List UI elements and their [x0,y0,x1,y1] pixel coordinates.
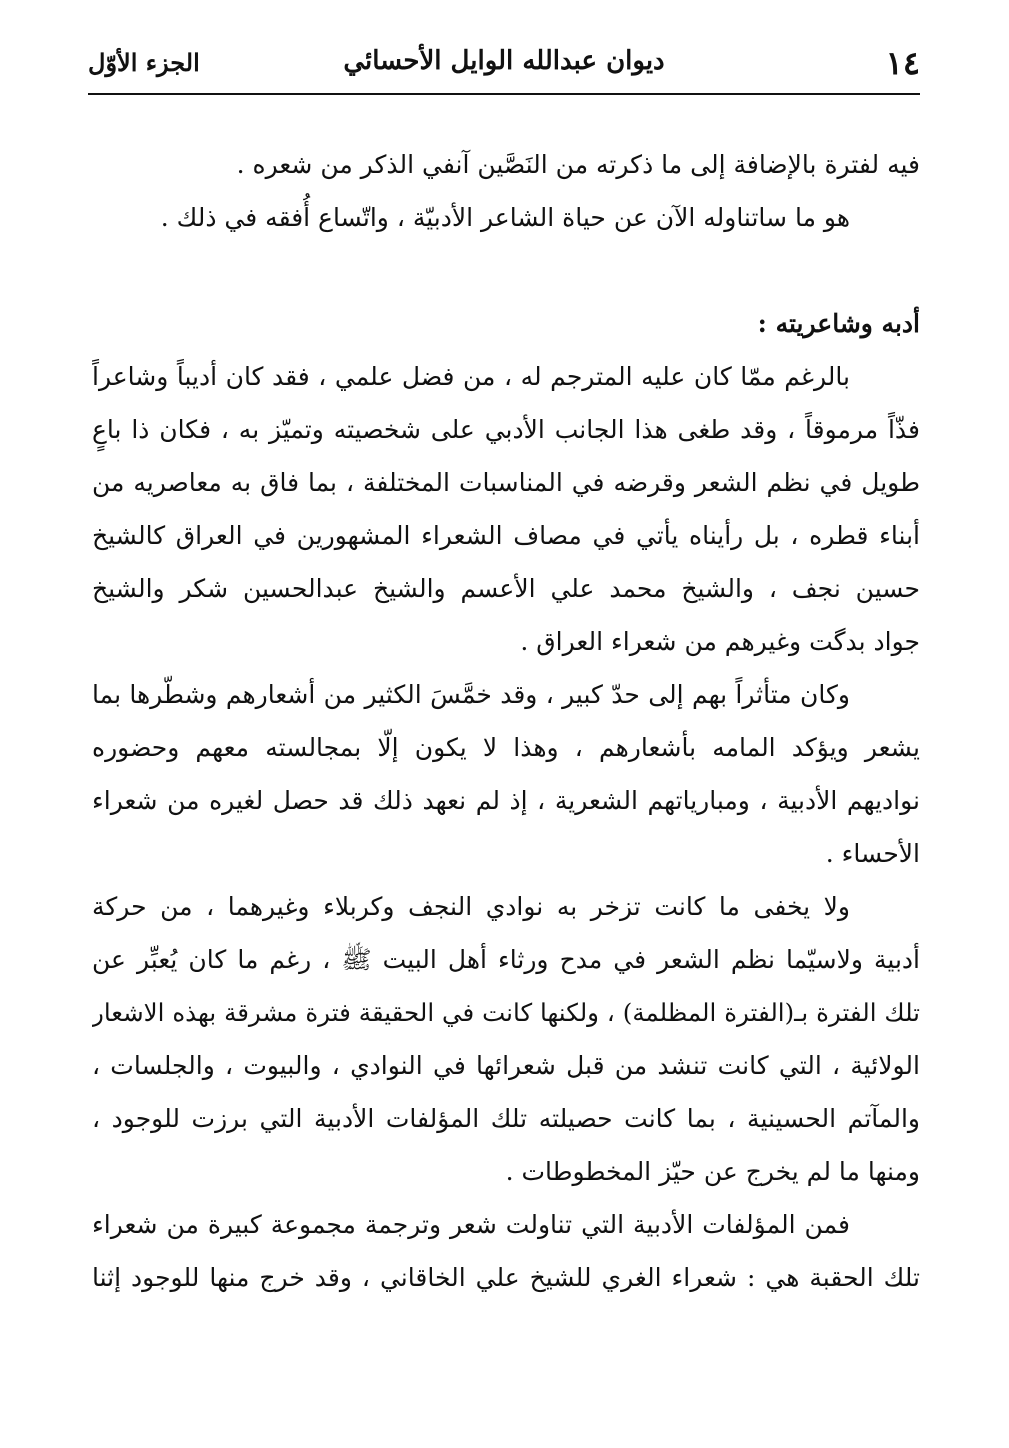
text-line: نواديهم الأدبية ، ومبارياتهم الشعرية ، إذ لم نعهد ذلك قد حصل لغيره من شعراء [92,786,920,815]
text-line: ومنها ما لم يخرج عن حيّز المخطوطات . [505,1157,920,1186]
text-line: الولائية ، التي كانت تنشد من قبل شعرائها في النوادي ، والبيوت ، والجلسات ، [92,1051,920,1080]
book-title: ديوان عبدالله الوايل الأحسائي [343,46,665,76]
text-line: أدبية ولاسيّما نظم الشعر في مدح ورثاء أهل البيت ﷺ ، رغم ما كان يُعبِّر عن [92,945,920,974]
page-header [88,40,920,96]
text-line: طويل في نظم الشعر وقرضه في المناسبات المختلفة ، بما فاق به معاصريه من [92,468,920,497]
text-line: جواد بدگت وغيرهم من شعراء العراق . [520,627,920,656]
part-label: الجزء الأوّل [88,48,200,77]
text-line: أبناء قطره ، بل رأيناه يأتي في مصاف الشعراء المشهورين في العراق كالشيخ [92,521,920,550]
page-body [92,138,920,1304]
text-line: بالرغم ممّا كان عليه المترجم له ، من فضل علمي ، فقد كان أديباً وشاعراً [92,362,850,391]
text-line: فمن المؤلفات الأدبية التي تناولت شعر وترجمة مجموعة كبيرة من شعراء [92,1210,850,1239]
text-line: وكان متأثراً بهم إلى حدّ كبير ، وقد خمَّسَ الكثير من أشعارهم وشطّرها بما [92,680,850,709]
header-rule [88,93,920,95]
section-heading: أدبه وشاعريته : [757,309,920,338]
text-line: تلك الحقبة هي : شعراء الغري للشيخ علي الخاقاني ، وقد خرج منها للوجود إثنا [92,1263,920,1292]
paragraph-gap [92,244,920,297]
text-line: هو ما ساتناوله الآن عن حياة الشاعر الأدبيّة ، واتّساع أُفقه في ذلك . [160,203,850,232]
text-line: يشعر ويؤكد المامه بأشعارهم ، وهذا لا يكون إلّا بمجالسته معهم وحضوره [92,733,920,762]
text-line: والمآتم الحسينية ، بما كانت حصيلته تلك المؤلفات الأدبية التي برزت للوجود ، [92,1104,920,1133]
text-line: حسين نجف ، والشيخ محمد علي الأعسم والشيخ عبدالحسين شكر والشيخ [92,574,920,603]
text-line: فيه لفترة بالإضافة إلى ما ذكرته من النَصَّين آنفي الذكر من شعره . [236,150,920,179]
page-number: ١٤ [885,44,920,82]
text-line: ولا يخفى ما كانت تزخر به نوادي النجف وكربلاء وغيرهما ، من حركة [92,892,850,921]
text-line: الأحساء . [825,839,920,868]
text-line: فذّاً مرموقاً ، وقد طغى هذا الجانب الأدبي على شخصيته وتميّز به ، فكان ذا باعٍ [92,415,920,444]
text-line: تلك الفترة بـ(الفترة المظلمة) ، ولكنها كانت في الحقيقة فترة مشرقة بهذه الاشعار [92,998,920,1027]
